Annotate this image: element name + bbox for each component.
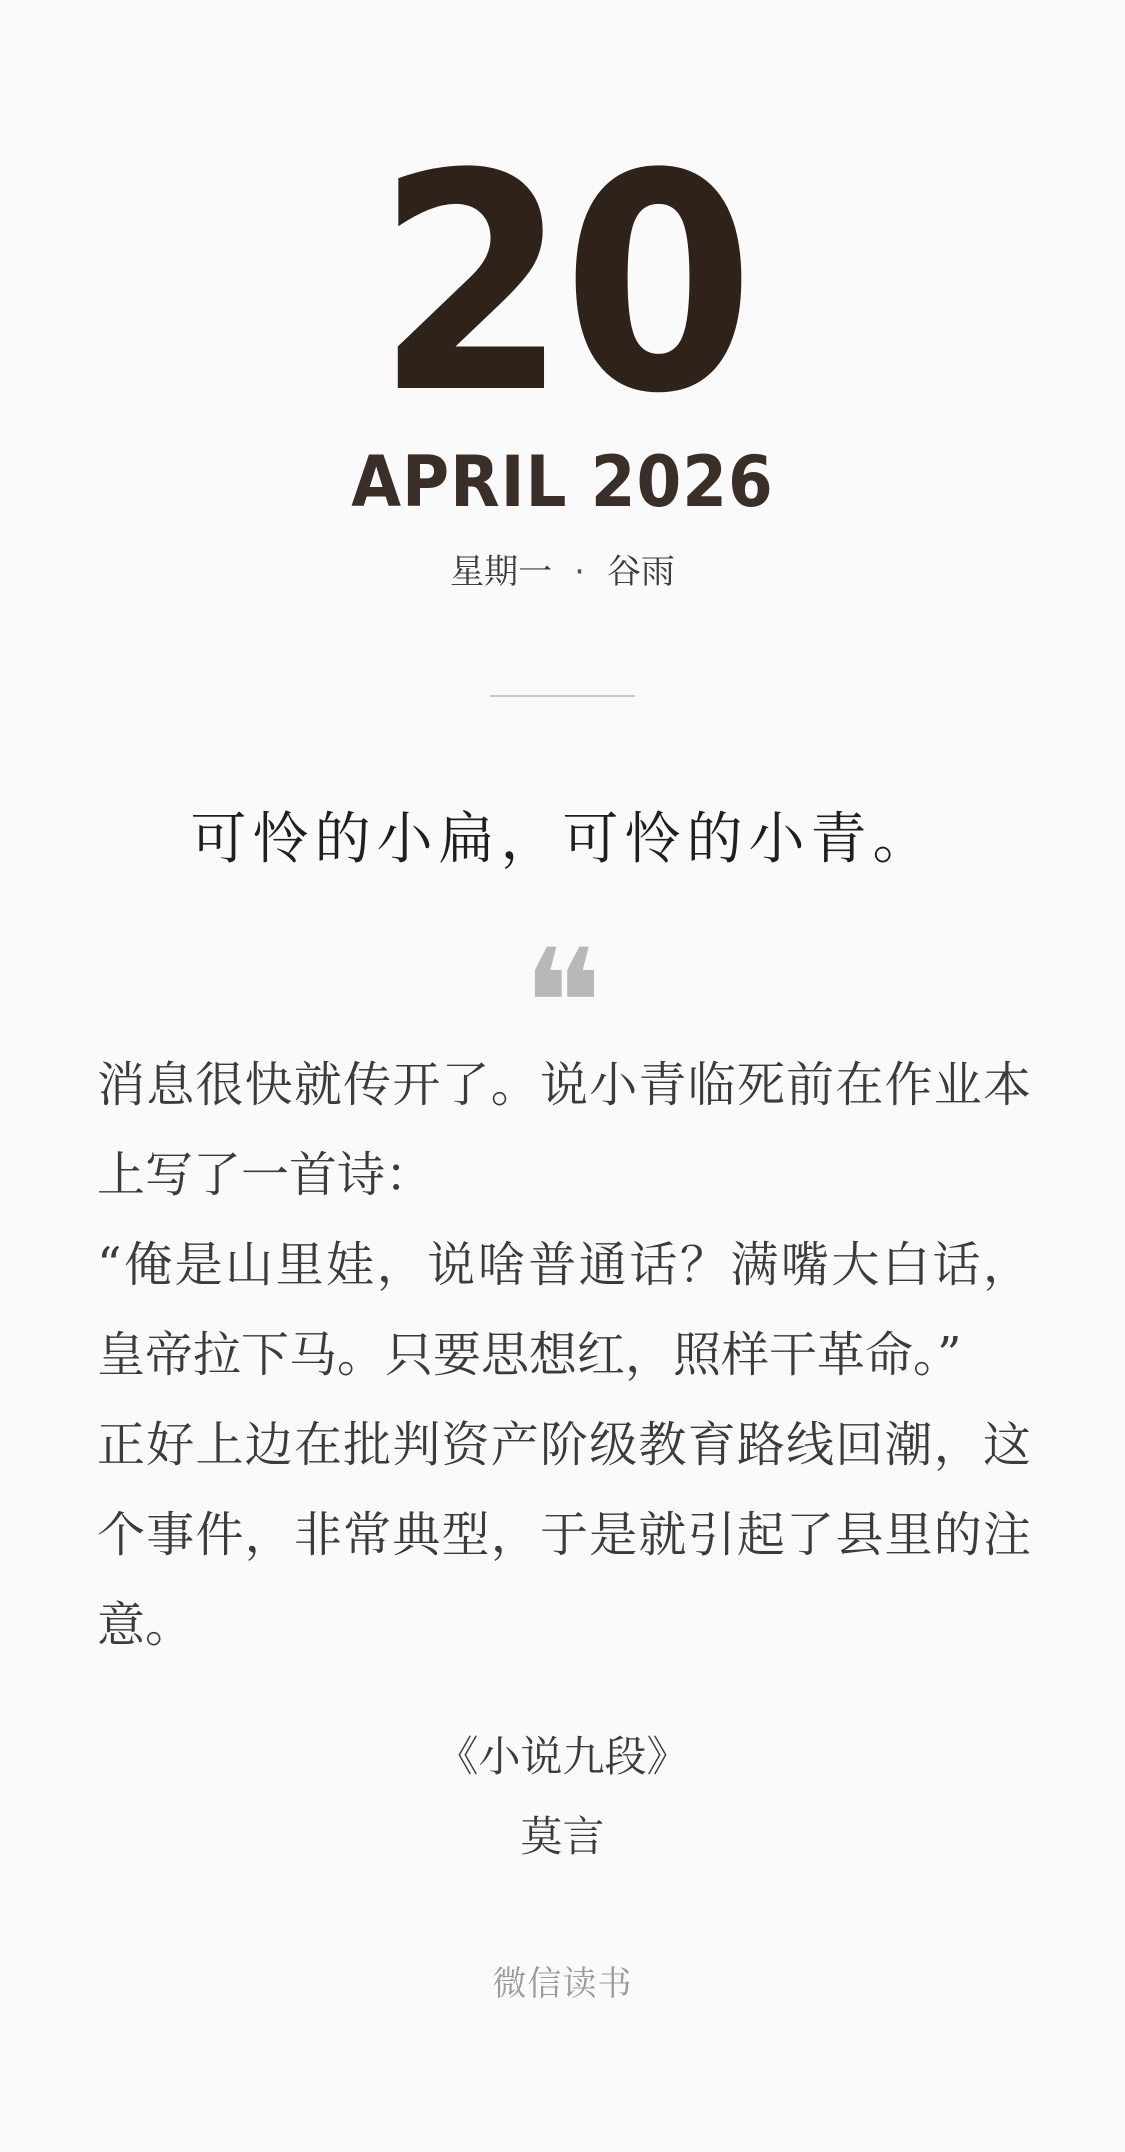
weekday-label: 星期一 [450,552,553,592]
brand-label: 微信读书 [492,1964,633,2004]
excerpt-paragraph: 消息很快就传开了。说小青临死前在作业本上写了一首诗： [97,1057,1031,1203]
excerpt-text [97,1040,1031,1670]
month-year: APRIL 2026 [351,441,774,523]
quote-mark-icon: ❝ [522,918,603,1092]
weekday-row [0,548,1125,596]
author-name: 莫言 [520,1812,605,1861]
book-title: 《小说九段》 [436,1732,689,1781]
solar-term-label: 谷雨 [606,552,675,592]
day-number: 20 [375,110,750,459]
headline-quote: 可怜的小扁，可怜的小青。 [190,807,935,872]
excerpt-paragraph: “俺是山里娃，说啥普通话？满嘴大白话，皇帝拉下马。只要思想红，照样干革命。” [97,1237,1031,1383]
divider-line [490,695,635,697]
excerpt-paragraph: 正好上边在批判资产阶级教育路线回潮，这个事件，非常典型，于是就引起了县里的注意。 [97,1417,1031,1653]
separator-dot: · [574,552,585,592]
